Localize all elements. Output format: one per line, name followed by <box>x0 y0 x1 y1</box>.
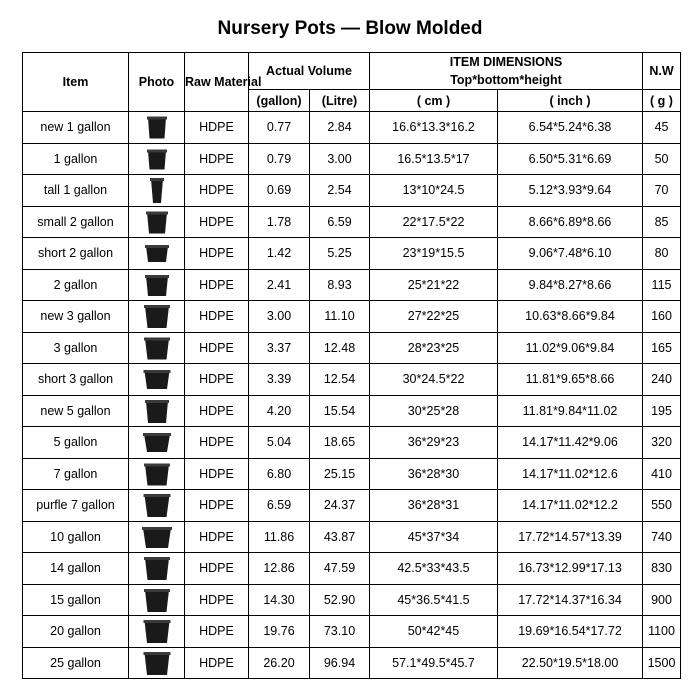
cell-raw-material: HDPE <box>185 553 249 585</box>
header-unit-litre: (Litre) <box>310 90 370 112</box>
cell-item: 7 gallon <box>23 458 129 490</box>
cell-item: purfle 7 gallon <box>23 490 129 522</box>
table-row <box>23 553 681 585</box>
cell-net-weight: 50 <box>643 143 681 175</box>
cell-dimensions-cm: 36*28*31 <box>370 490 498 522</box>
cell-raw-material: HDPE <box>185 238 249 270</box>
header-unit-g: ( g ) <box>643 90 681 112</box>
cell-raw-material: HDPE <box>185 647 249 679</box>
table-row <box>23 427 681 459</box>
cell-dimensions-inch: 22.50*19.5*18.00 <box>498 647 643 679</box>
cell-raw-material: HDPE <box>185 206 249 238</box>
cell-item: 20 gallon <box>23 616 129 648</box>
page-title: Nursery Pots — Blow Molded <box>217 18 483 39</box>
table-row <box>23 206 681 238</box>
cell-volume-gallon: 3.37 <box>249 332 310 364</box>
cell-volume-litre: 43.87 <box>310 521 370 553</box>
cell-net-weight: 740 <box>643 521 681 553</box>
pot-icon <box>142 366 172 392</box>
cell-photo <box>129 584 185 616</box>
cell-volume-gallon: 6.80 <box>249 458 310 490</box>
table-row <box>23 584 681 616</box>
cell-photo <box>129 521 185 553</box>
cell-item: 1 gallon <box>23 143 129 175</box>
table-row <box>23 395 681 427</box>
cell-raw-material: HDPE <box>185 616 249 648</box>
header-item: Item <box>23 53 129 112</box>
cell-dimensions-cm: 16.6*13.3*16.2 <box>370 112 498 144</box>
table-row <box>23 143 681 175</box>
pot-icon <box>142 146 172 172</box>
cell-net-weight: 195 <box>643 395 681 427</box>
cell-photo <box>129 112 185 144</box>
specification-table <box>22 52 681 679</box>
pot-icon <box>142 398 172 424</box>
cell-raw-material: HDPE <box>185 427 249 459</box>
cell-net-weight: 550 <box>643 490 681 522</box>
cell-dimensions-inch: 10.63*8.66*9.84 <box>498 301 643 333</box>
cell-dimensions-inch: 19.69*16.54*17.72 <box>498 616 643 648</box>
cell-dimensions-cm: 16.5*13.5*17 <box>370 143 498 175</box>
cell-net-weight: 410 <box>643 458 681 490</box>
table-row <box>23 269 681 301</box>
cell-raw-material: HDPE <box>185 143 249 175</box>
cell-volume-gallon: 26.20 <box>249 647 310 679</box>
header-item-dimensions-title: ITEM DIMENSIONS <box>449 55 563 69</box>
cell-dimensions-cm: 45*36.5*41.5 <box>370 584 498 616</box>
cell-item: small 2 gallon <box>23 206 129 238</box>
header-item-dimensions-subtitle: Top*bottom*height <box>450 73 562 87</box>
cell-photo <box>129 490 185 522</box>
pot-icon <box>142 240 172 266</box>
cell-item: tall 1 gallon <box>23 175 129 207</box>
pot-icon <box>142 114 172 140</box>
cell-volume-litre: 2.84 <box>310 112 370 144</box>
cell-photo <box>129 458 185 490</box>
cell-dimensions-inch: 9.06*7.48*6.10 <box>498 238 643 270</box>
cell-dimensions-cm: 36*28*30 <box>370 458 498 490</box>
cell-photo <box>129 332 185 364</box>
cell-volume-gallon: 1.42 <box>249 238 310 270</box>
cell-photo <box>129 364 185 396</box>
header-unit-gallon: (gallon) <box>249 90 310 112</box>
cell-net-weight: 160 <box>643 301 681 333</box>
cell-volume-gallon: 4.20 <box>249 395 310 427</box>
cell-net-weight: 165 <box>643 332 681 364</box>
cell-dimensions-cm: 22*17.5*22 <box>370 206 498 238</box>
cell-volume-litre: 25.15 <box>310 458 370 490</box>
table-row <box>23 301 681 333</box>
cell-item: short 3 gallon <box>23 364 129 396</box>
cell-raw-material: HDPE <box>185 584 249 616</box>
cell-volume-litre: 8.93 <box>310 269 370 301</box>
cell-dimensions-cm: 36*29*23 <box>370 427 498 459</box>
cell-dimensions-cm: 30*24.5*22 <box>370 364 498 396</box>
cell-photo <box>129 175 185 207</box>
cell-photo <box>129 553 185 585</box>
cell-net-weight: 1500 <box>643 647 681 679</box>
pot-icon <box>142 429 172 455</box>
cell-volume-litre: 47.59 <box>310 553 370 585</box>
cell-volume-gallon: 1.78 <box>249 206 310 238</box>
cell-dimensions-cm: 30*25*28 <box>370 395 498 427</box>
cell-net-weight: 1100 <box>643 616 681 648</box>
cell-volume-gallon: 2.41 <box>249 269 310 301</box>
cell-raw-material: HDPE <box>185 458 249 490</box>
cell-dimensions-cm: 13*10*24.5 <box>370 175 498 207</box>
header-item-dimensions <box>370 53 643 90</box>
cell-volume-litre: 15.54 <box>310 395 370 427</box>
table-row <box>23 175 681 207</box>
cell-volume-gallon: 3.00 <box>249 301 310 333</box>
cell-volume-litre: 3.00 <box>310 143 370 175</box>
cell-dimensions-inch: 14.17*11.02*12.2 <box>498 490 643 522</box>
pot-icon <box>142 272 172 298</box>
cell-volume-gallon: 14.30 <box>249 584 310 616</box>
cell-volume-litre: 96.94 <box>310 647 370 679</box>
cell-dimensions-inch: 16.73*12.99*17.13 <box>498 553 643 585</box>
cell-dimensions-inch: 11.81*9.84*11.02 <box>498 395 643 427</box>
table-row <box>23 647 681 679</box>
cell-dimensions-inch: 8.66*6.89*8.66 <box>498 206 643 238</box>
cell-photo <box>129 238 185 270</box>
cell-dimensions-inch: 11.02*9.06*9.84 <box>498 332 643 364</box>
cell-item: new 1 gallon <box>23 112 129 144</box>
cell-photo <box>129 427 185 459</box>
cell-volume-gallon: 5.04 <box>249 427 310 459</box>
cell-item: short 2 gallon <box>23 238 129 270</box>
table-row <box>23 332 681 364</box>
cell-photo <box>129 395 185 427</box>
cell-item: 3 gallon <box>23 332 129 364</box>
cell-item: 10 gallon <box>23 521 129 553</box>
cell-raw-material: HDPE <box>185 301 249 333</box>
cell-volume-litre: 18.65 <box>310 427 370 459</box>
table-row <box>23 364 681 396</box>
cell-volume-gallon: 12.86 <box>249 553 310 585</box>
table-body <box>23 112 681 679</box>
pot-icon <box>142 335 172 361</box>
cell-dimensions-cm: 23*19*15.5 <box>370 238 498 270</box>
cell-raw-material: HDPE <box>185 490 249 522</box>
cell-item: 5 gallon <box>23 427 129 459</box>
pot-icon <box>142 524 172 550</box>
cell-volume-litre: 6.59 <box>310 206 370 238</box>
header-nw: N.W <box>643 53 681 90</box>
cell-raw-material: HDPE <box>185 395 249 427</box>
cell-dimensions-cm: 25*21*22 <box>370 269 498 301</box>
cell-raw-material: HDPE <box>185 332 249 364</box>
cell-dimensions-cm: 45*37*34 <box>370 521 498 553</box>
cell-raw-material: HDPE <box>185 112 249 144</box>
table-row <box>23 616 681 648</box>
cell-item: 15 gallon <box>23 584 129 616</box>
cell-dimensions-inch: 9.84*8.27*8.66 <box>498 269 643 301</box>
cell-dimensions-cm: 42.5*33*43.5 <box>370 553 498 585</box>
cell-volume-gallon: 0.69 <box>249 175 310 207</box>
cell-raw-material: HDPE <box>185 364 249 396</box>
table-row <box>23 238 681 270</box>
cell-volume-litre: 52.90 <box>310 584 370 616</box>
table-row <box>23 490 681 522</box>
cell-dimensions-cm: 50*42*45 <box>370 616 498 648</box>
cell-volume-litre: 12.48 <box>310 332 370 364</box>
pot-icon <box>142 303 172 329</box>
cell-net-weight: 240 <box>643 364 681 396</box>
cell-volume-litre: 24.37 <box>310 490 370 522</box>
cell-volume-gallon: 19.76 <box>249 616 310 648</box>
pot-icon <box>142 461 172 487</box>
cell-dimensions-inch: 6.54*5.24*6.38 <box>498 112 643 144</box>
cell-volume-gallon: 0.79 <box>249 143 310 175</box>
cell-dimensions-inch: 17.72*14.57*13.39 <box>498 521 643 553</box>
cell-photo <box>129 301 185 333</box>
cell-volume-gallon: 3.39 <box>249 364 310 396</box>
header-raw-material: Raw Material <box>185 53 249 112</box>
table-row <box>23 521 681 553</box>
cell-net-weight: 115 <box>643 269 681 301</box>
cell-volume-litre: 73.10 <box>310 616 370 648</box>
cell-dimensions-inch: 6.50*5.31*6.69 <box>498 143 643 175</box>
cell-volume-litre: 2.54 <box>310 175 370 207</box>
pot-icon <box>142 650 172 676</box>
cell-item: new 3 gallon <box>23 301 129 333</box>
cell-dimensions-inch: 14.17*11.42*9.06 <box>498 427 643 459</box>
cell-item: 2 gallon <box>23 269 129 301</box>
cell-photo <box>129 143 185 175</box>
cell-raw-material: HDPE <box>185 175 249 207</box>
cell-item: 14 gallon <box>23 553 129 585</box>
pot-icon <box>142 555 172 581</box>
cell-net-weight: 45 <box>643 112 681 144</box>
cell-net-weight: 830 <box>643 553 681 585</box>
table-row <box>23 112 681 144</box>
cell-raw-material: HDPE <box>185 269 249 301</box>
cell-raw-material: HDPE <box>185 521 249 553</box>
cell-dimensions-cm: 28*23*25 <box>370 332 498 364</box>
cell-dimensions-cm: 27*22*25 <box>370 301 498 333</box>
pot-icon <box>142 587 172 613</box>
cell-dimensions-cm: 57.1*49.5*45.7 <box>370 647 498 679</box>
table-row <box>23 458 681 490</box>
header-photo: Photo <box>129 53 185 112</box>
pot-icon <box>142 618 172 644</box>
cell-item: 25 gallon <box>23 647 129 679</box>
pot-icon <box>142 209 172 235</box>
cell-net-weight: 80 <box>643 238 681 270</box>
cell-volume-gallon: 0.77 <box>249 112 310 144</box>
cell-net-weight: 70 <box>643 175 681 207</box>
cell-volume-gallon: 11.86 <box>249 521 310 553</box>
cell-dimensions-inch: 5.12*3.93*9.64 <box>498 175 643 207</box>
pot-icon <box>142 177 172 203</box>
cell-photo <box>129 647 185 679</box>
cell-net-weight: 900 <box>643 584 681 616</box>
header-unit-cm: ( cm ) <box>370 90 498 112</box>
cell-net-weight: 320 <box>643 427 681 459</box>
pot-icon <box>142 492 172 518</box>
cell-volume-litre: 5.25 <box>310 238 370 270</box>
cell-dimensions-inch: 14.17*11.02*12.6 <box>498 458 643 490</box>
cell-volume-litre: 11.10 <box>310 301 370 333</box>
cell-dimensions-inch: 11.81*9.65*8.66 <box>498 364 643 396</box>
header-unit-inch: ( inch ) <box>498 90 643 112</box>
cell-volume-gallon: 6.59 <box>249 490 310 522</box>
cell-photo <box>129 206 185 238</box>
cell-photo <box>129 616 185 648</box>
cell-volume-litre: 12.54 <box>310 364 370 396</box>
cell-net-weight: 85 <box>643 206 681 238</box>
cell-item: new 5 gallon <box>23 395 129 427</box>
cell-photo <box>129 269 185 301</box>
cell-dimensions-inch: 17.72*14.37*16.34 <box>498 584 643 616</box>
header-actual-volume: Actual Volume <box>249 53 370 90</box>
